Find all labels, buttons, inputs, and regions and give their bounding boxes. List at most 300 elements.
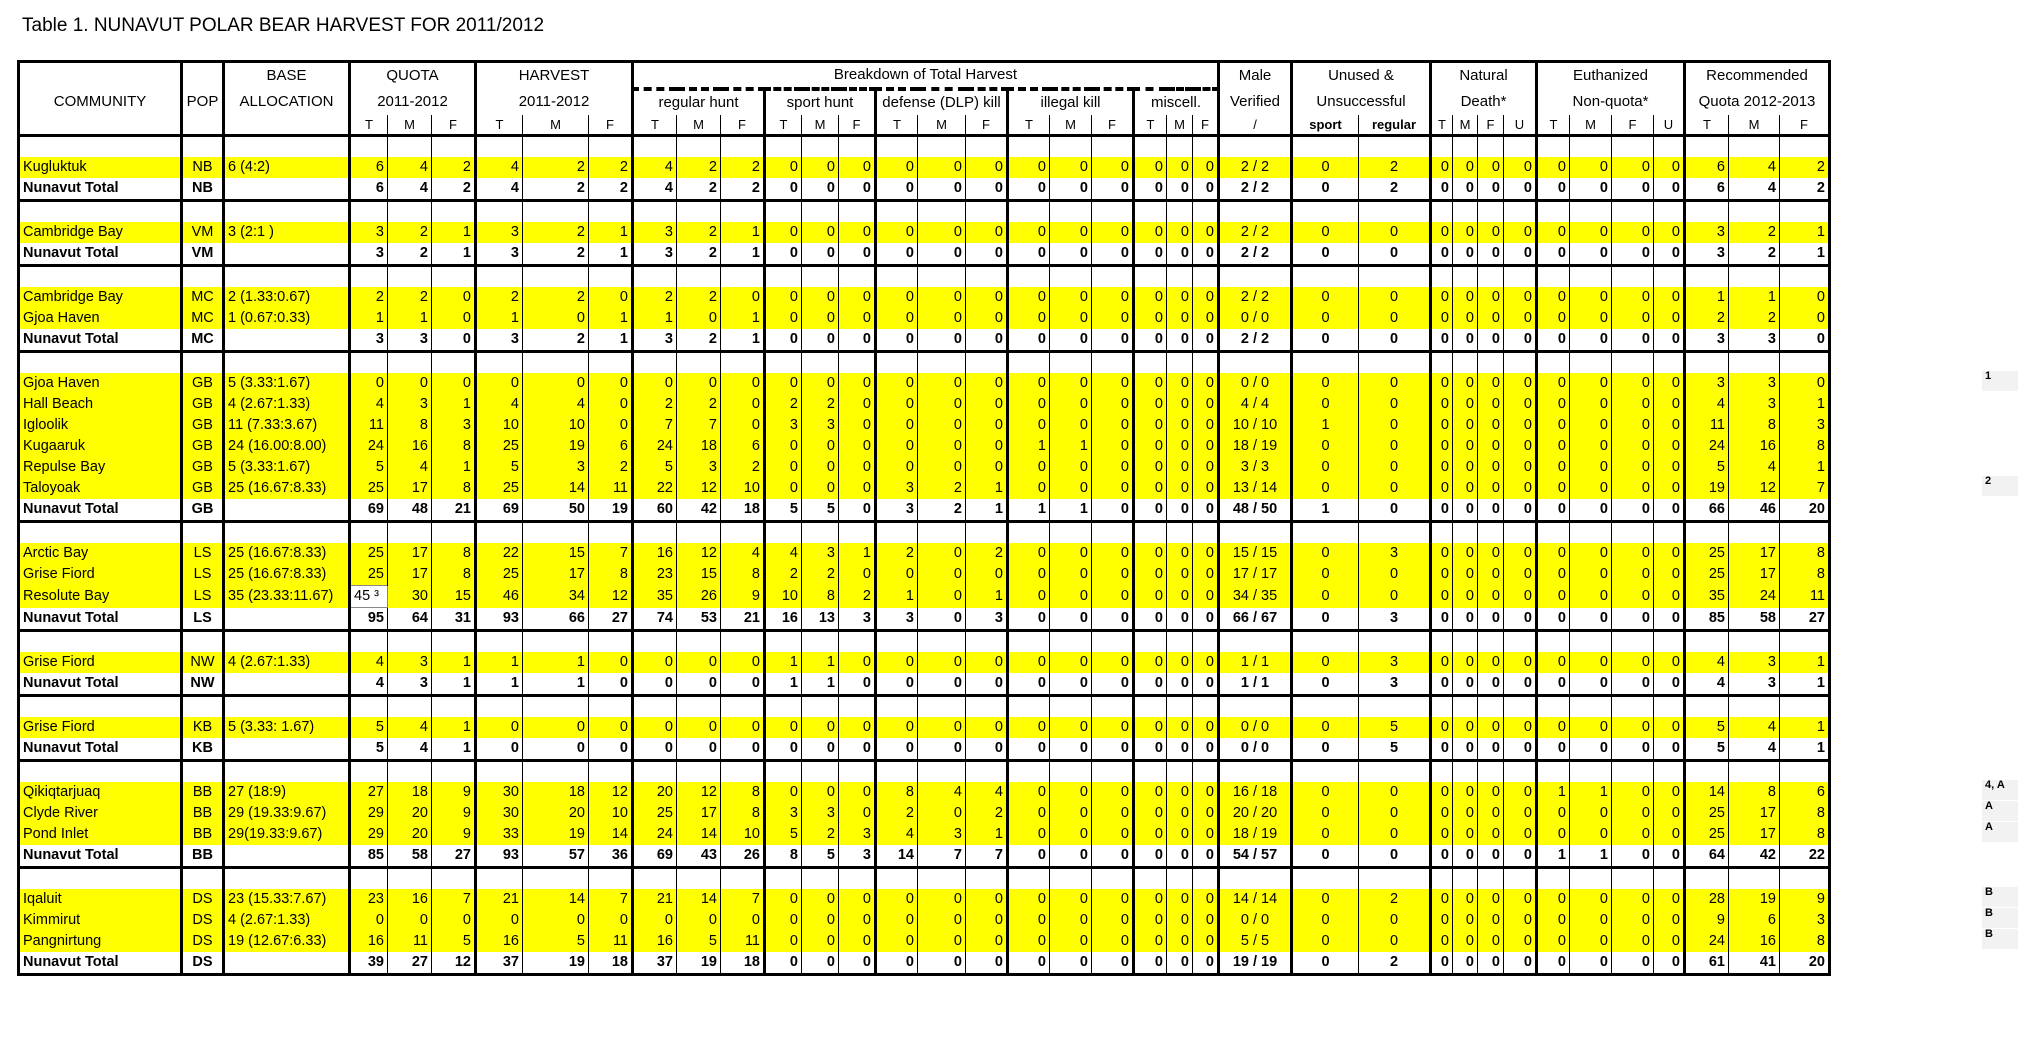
- value-cell: 0: [1570, 931, 1612, 952]
- value-cell: 4: [350, 652, 388, 673]
- value-cell: 0: [839, 564, 876, 586]
- value-cell: 0: [1008, 608, 1050, 631]
- value-cell: 0: [1134, 717, 1167, 738]
- value-cell: 48 / 50: [1219, 499, 1292, 522]
- value-cell: 1: [1780, 717, 1830, 738]
- value-cell: 0: [1167, 803, 1193, 824]
- value-cell: 19: [523, 824, 589, 845]
- value-cell: 0: [1612, 564, 1654, 586]
- table-row: [19, 308, 1830, 329]
- value-cell: 0: [1292, 738, 1359, 761]
- value-cell: 0: [1478, 243, 1504, 266]
- value-cell: 0: [876, 673, 918, 696]
- value-cell: 34 / 35: [1219, 586, 1292, 608]
- value-cell: 0: [1292, 803, 1359, 824]
- total-row: [19, 243, 1830, 266]
- value-cell: 0: [1092, 931, 1134, 952]
- value-cell: 0: [1504, 673, 1537, 696]
- value-cell: 3: [1780, 910, 1830, 931]
- community-cell: Nunavut Total: [19, 673, 182, 696]
- value-cell: 2: [633, 394, 677, 415]
- value-cell: 0: [1292, 373, 1359, 394]
- value-cell: 48: [388, 499, 432, 522]
- value-cell: 0: [1504, 499, 1537, 522]
- header-subcell: T: [1134, 115, 1167, 136]
- value-cell: 8: [876, 782, 918, 803]
- value-cell: 1 / 1: [1219, 652, 1292, 673]
- value-cell: 2: [677, 243, 721, 266]
- value-cell: 0: [1478, 931, 1504, 952]
- allocation-cell: 5 (3.33: 1.67): [224, 717, 350, 738]
- value-cell: 1: [1537, 845, 1570, 868]
- side-note: 4, A: [1985, 779, 2005, 791]
- value-cell: 0: [1292, 394, 1359, 415]
- value-cell: 0: [1431, 308, 1453, 329]
- value-cell: 11: [1685, 415, 1729, 436]
- header-cell: ALLOCATION: [224, 89, 350, 115]
- table-row: [19, 824, 1830, 845]
- value-cell: 0: [966, 436, 1008, 457]
- value-cell: 12: [677, 782, 721, 803]
- header-subcell: T: [1431, 115, 1453, 136]
- value-cell: 0: [765, 222, 802, 243]
- value-cell: 0: [1478, 717, 1504, 738]
- value-cell: 19: [677, 952, 721, 975]
- value-cell: 0: [1537, 564, 1570, 586]
- value-cell: 0: [1431, 738, 1453, 761]
- value-cell: 1: [765, 673, 802, 696]
- value-cell: 0: [876, 373, 918, 394]
- value-cell: 0: [1359, 478, 1431, 499]
- value-cell: 0: [802, 952, 839, 975]
- value-cell: 0: [1504, 608, 1537, 631]
- value-cell: 0: [765, 178, 802, 201]
- value-cell: 0: [1167, 157, 1193, 178]
- value-cell: 0: [1134, 457, 1167, 478]
- value-cell: 9: [432, 803, 476, 824]
- value-cell: 0: [1478, 478, 1504, 499]
- value-cell: 4: [350, 394, 388, 415]
- value-cell: 0: [1537, 952, 1570, 975]
- value-cell: 0: [1478, 803, 1504, 824]
- header-cell: Euthanized: [1537, 62, 1685, 90]
- value-cell: 0: [1050, 543, 1092, 564]
- value-cell: 0: [589, 910, 633, 931]
- value-cell: 0: [1167, 436, 1193, 457]
- value-cell: 0: [1478, 287, 1504, 308]
- value-cell: 0: [1431, 608, 1453, 631]
- value-cell: 3: [350, 222, 388, 243]
- value-cell: 57: [523, 845, 589, 868]
- value-cell: 0: [350, 910, 388, 931]
- value-cell: 0 / 0: [1219, 738, 1292, 761]
- value-cell: 2: [765, 564, 802, 586]
- value-cell: 0: [1134, 608, 1167, 631]
- pop-cell: GB: [182, 499, 224, 522]
- value-cell: 0: [802, 910, 839, 931]
- spacer-row: [19, 352, 1830, 374]
- value-cell: 0: [1570, 910, 1612, 931]
- value-cell: 41: [1729, 952, 1780, 975]
- value-cell: 10: [589, 803, 633, 824]
- community-cell: Nunavut Total: [19, 329, 182, 352]
- value-cell: 43: [677, 845, 721, 868]
- value-cell: 0: [918, 308, 966, 329]
- value-cell: 0: [1654, 243, 1685, 266]
- value-cell: 46: [1729, 499, 1780, 522]
- value-cell: 5: [476, 457, 523, 478]
- community-cell: Taloyoak: [19, 478, 182, 499]
- value-cell: 18 / 19: [1219, 436, 1292, 457]
- value-cell: 2 / 2: [1219, 243, 1292, 266]
- value-cell: 0: [1453, 287, 1478, 308]
- value-cell: 7: [589, 889, 633, 910]
- value-cell: 7: [589, 543, 633, 564]
- header-subcell: T: [765, 115, 802, 136]
- value-cell: 0: [1167, 222, 1193, 243]
- header-blank: [224, 115, 350, 136]
- value-cell: 1: [476, 308, 523, 329]
- value-cell: 0: [918, 436, 966, 457]
- value-cell: 0: [1478, 157, 1504, 178]
- value-cell: 0: [1167, 478, 1193, 499]
- community-cell: Pond Inlet: [19, 824, 182, 845]
- header-subcell: U: [1654, 115, 1685, 136]
- value-cell: 0: [1453, 564, 1478, 586]
- value-cell: 0: [1654, 287, 1685, 308]
- table-row: [19, 543, 1830, 564]
- value-cell: 1: [1780, 652, 1830, 673]
- value-cell: 0: [1537, 803, 1570, 824]
- value-cell: 0: [1008, 782, 1050, 803]
- value-cell: 0: [1092, 889, 1134, 910]
- value-cell: 0: [876, 738, 918, 761]
- value-cell: 0: [1167, 415, 1193, 436]
- value-cell: 2: [918, 478, 966, 499]
- value-cell: 0: [1654, 803, 1685, 824]
- allocation-cell: 5 (3.33:1.67): [224, 373, 350, 394]
- side-note: B: [1985, 928, 1993, 940]
- value-cell: 0: [1654, 738, 1685, 761]
- value-cell: 0: [1359, 457, 1431, 478]
- value-cell: 3: [839, 824, 876, 845]
- value-cell: 0: [1092, 394, 1134, 415]
- value-cell: 0: [918, 222, 966, 243]
- value-cell: 93: [476, 845, 523, 868]
- value-cell: 0: [1478, 564, 1504, 586]
- value-cell: 1: [1780, 222, 1830, 243]
- value-cell: 0: [765, 738, 802, 761]
- community-cell: Cambridge Bay: [19, 287, 182, 308]
- value-cell: 0: [432, 329, 476, 352]
- value-cell: 0: [523, 738, 589, 761]
- value-cell: 0: [966, 889, 1008, 910]
- value-cell: 2: [523, 243, 589, 266]
- pop-cell: NW: [182, 673, 224, 696]
- value-cell: 0: [1008, 415, 1050, 436]
- value-cell: 8: [388, 415, 432, 436]
- value-cell: 0: [1167, 394, 1193, 415]
- value-cell: 0: [1537, 910, 1570, 931]
- value-cell: 0: [876, 910, 918, 931]
- value-cell: 0: [1612, 543, 1654, 564]
- value-cell: 16: [476, 931, 523, 952]
- value-cell: 0: [1478, 952, 1504, 975]
- value-cell: 36: [589, 845, 633, 868]
- value-cell: 3: [966, 608, 1008, 631]
- value-cell: 0: [1453, 889, 1478, 910]
- value-cell: 0: [1292, 910, 1359, 931]
- value-cell: 0: [1612, 738, 1654, 761]
- value-cell: 0: [1008, 910, 1050, 931]
- community-cell: Nunavut Total: [19, 499, 182, 522]
- total-row: [19, 845, 1830, 868]
- value-cell: 0: [1134, 436, 1167, 457]
- value-cell: 1: [765, 652, 802, 673]
- value-cell: 0: [1537, 717, 1570, 738]
- value-cell: 0: [1193, 910, 1219, 931]
- value-cell: 0: [1537, 499, 1570, 522]
- value-cell: 0: [589, 394, 633, 415]
- value-cell: 0: [1167, 824, 1193, 845]
- value-cell: 0: [918, 415, 966, 436]
- value-cell: 0: [1504, 824, 1537, 845]
- value-cell: 0: [1092, 373, 1134, 394]
- value-cell: 25: [1685, 824, 1729, 845]
- value-cell: 3: [1685, 373, 1729, 394]
- value-cell: 5: [350, 457, 388, 478]
- value-cell: 2 / 2: [1219, 329, 1292, 352]
- value-cell: 1: [432, 222, 476, 243]
- value-cell: 0: [1570, 652, 1612, 673]
- value-cell: 0: [802, 308, 839, 329]
- value-cell: 0: [476, 910, 523, 931]
- value-cell: 25: [476, 478, 523, 499]
- value-cell: 0: [1292, 329, 1359, 352]
- value-cell: 0: [1537, 824, 1570, 845]
- value-cell: 25: [476, 436, 523, 457]
- value-cell: 0: [1092, 673, 1134, 696]
- allocation-cell: 11 (7.33:3.67): [224, 415, 350, 436]
- community-cell: Resolute Bay: [19, 586, 182, 608]
- value-cell: 0: [1193, 608, 1219, 631]
- allocation-cell: [224, 952, 350, 975]
- allocation-cell: [224, 738, 350, 761]
- value-cell: 1: [432, 457, 476, 478]
- value-cell: 0: [633, 673, 677, 696]
- value-cell: 0: [1453, 824, 1478, 845]
- header-subcell: M: [388, 115, 432, 136]
- value-cell: 0: [1478, 222, 1504, 243]
- value-cell: 64: [388, 608, 432, 631]
- value-cell: 0: [589, 738, 633, 761]
- value-cell: 0: [876, 287, 918, 308]
- value-cell: 0: [1654, 394, 1685, 415]
- value-cell: 0: [476, 373, 523, 394]
- value-cell: 16: [388, 436, 432, 457]
- value-cell: 0: [677, 308, 721, 329]
- value-cell: 2: [589, 157, 633, 178]
- value-cell: 8: [765, 845, 802, 868]
- value-cell: 0: [1654, 782, 1685, 803]
- value-cell: 8: [1729, 782, 1780, 803]
- table-row: [19, 287, 1830, 308]
- value-cell: 15: [677, 564, 721, 586]
- header-subcell: M: [802, 115, 839, 136]
- community-cell: Kimmirut: [19, 910, 182, 931]
- value-cell: 0: [1092, 287, 1134, 308]
- value-cell: 3: [802, 415, 839, 436]
- value-cell: 0: [1612, 478, 1654, 499]
- value-cell: 0: [523, 373, 589, 394]
- pop-cell: VM: [182, 222, 224, 243]
- value-cell: 0: [350, 373, 388, 394]
- value-cell: 0: [966, 415, 1008, 436]
- value-cell: 69: [350, 499, 388, 522]
- value-cell: 0: [388, 373, 432, 394]
- value-cell: 0: [1193, 652, 1219, 673]
- value-cell: 0: [1453, 373, 1478, 394]
- header-subcell: M: [1167, 115, 1193, 136]
- value-cell: 0: [1431, 373, 1453, 394]
- table-row: [19, 931, 1830, 952]
- value-cell: 0: [1537, 608, 1570, 631]
- value-cell: 0: [1537, 436, 1570, 457]
- value-cell: 0: [1780, 373, 1830, 394]
- value-cell: 1: [432, 673, 476, 696]
- value-cell: 12: [589, 586, 633, 608]
- header-subcell: M: [918, 115, 966, 136]
- value-cell: 0: [1292, 673, 1359, 696]
- value-cell: 4: [388, 178, 432, 201]
- value-cell: 0: [1134, 931, 1167, 952]
- header-subcell: F: [1092, 115, 1134, 136]
- value-cell: 3: [1685, 222, 1729, 243]
- header-cell: 2011-2012: [350, 89, 476, 115]
- value-cell: 0: [1453, 308, 1478, 329]
- value-cell: 21: [476, 889, 523, 910]
- value-cell: 0: [966, 243, 1008, 266]
- side-note: B: [1985, 907, 1993, 919]
- value-cell: 0: [633, 910, 677, 931]
- value-cell: 0: [1193, 499, 1219, 522]
- table-row: [19, 889, 1830, 910]
- pop-cell: LS: [182, 586, 224, 608]
- value-cell: 0: [1570, 952, 1612, 975]
- value-cell: 25: [1685, 803, 1729, 824]
- value-cell: 0: [1050, 243, 1092, 266]
- value-cell: 50: [523, 499, 589, 522]
- value-cell: 0: [1504, 394, 1537, 415]
- value-cell: 2: [677, 222, 721, 243]
- value-cell: 0: [876, 415, 918, 436]
- value-cell: 0: [1654, 673, 1685, 696]
- value-cell: 0: [1612, 952, 1654, 975]
- value-cell: 0: [1453, 329, 1478, 352]
- value-cell: 2: [350, 287, 388, 308]
- value-cell: 4: [523, 394, 589, 415]
- value-cell: 7: [633, 415, 677, 436]
- header-cell: Quota 2012-2013: [1685, 89, 1830, 115]
- side-note: A: [1985, 821, 1993, 833]
- value-cell: 0: [1167, 287, 1193, 308]
- value-cell: 35: [633, 586, 677, 608]
- value-cell: 7: [966, 845, 1008, 868]
- value-cell: 0: [839, 222, 876, 243]
- value-cell: 25: [350, 564, 388, 586]
- value-cell: 0: [918, 910, 966, 931]
- value-cell: 0: [1292, 222, 1359, 243]
- value-cell: 25: [1685, 564, 1729, 586]
- value-cell: 0: [802, 157, 839, 178]
- value-cell: 0: [1478, 910, 1504, 931]
- value-cell: 0: [1612, 157, 1654, 178]
- value-cell: 2: [388, 222, 432, 243]
- value-cell: 0: [1008, 457, 1050, 478]
- value-cell: 1: [839, 543, 876, 564]
- value-cell: 0: [1092, 308, 1134, 329]
- value-cell: 0: [765, 782, 802, 803]
- value-cell: 7: [677, 415, 721, 436]
- value-cell: 0: [1453, 910, 1478, 931]
- pop-cell: GB: [182, 478, 224, 499]
- value-cell: 64: [1685, 845, 1729, 868]
- value-cell: 0: [918, 457, 966, 478]
- pop-cell: BB: [182, 782, 224, 803]
- value-cell: 0: [1359, 824, 1431, 845]
- value-cell: 0: [839, 717, 876, 738]
- value-cell: 1: [476, 652, 523, 673]
- header-subcell: sport: [1292, 115, 1359, 136]
- value-cell: 25: [476, 564, 523, 586]
- allocation-cell: 24 (16.00:8.00): [224, 436, 350, 457]
- value-cell: 3: [802, 803, 839, 824]
- value-cell: 0: [839, 952, 876, 975]
- value-cell: 5: [523, 931, 589, 952]
- value-cell: 0: [1092, 910, 1134, 931]
- value-cell: 0: [1504, 329, 1537, 352]
- value-cell: 17: [1729, 543, 1780, 564]
- header-subcell: T: [876, 115, 918, 136]
- allocation-cell: [224, 608, 350, 631]
- value-cell: 2: [1359, 889, 1431, 910]
- value-cell: 0: [1050, 457, 1092, 478]
- value-cell: 10: [765, 586, 802, 608]
- value-cell: 0: [1008, 287, 1050, 308]
- value-cell: 0: [1453, 586, 1478, 608]
- value-cell: 3: [918, 824, 966, 845]
- value-cell: 13 / 14: [1219, 478, 1292, 499]
- value-cell: 0: [1193, 782, 1219, 803]
- value-cell: 0: [802, 373, 839, 394]
- value-cell: 0: [1570, 543, 1612, 564]
- value-cell: 0: [1167, 652, 1193, 673]
- value-cell: 0: [918, 178, 966, 201]
- value-cell: 0: [1292, 287, 1359, 308]
- value-cell: 0: [1612, 586, 1654, 608]
- value-cell: 2: [677, 178, 721, 201]
- value-cell: 0: [1167, 499, 1193, 522]
- value-cell: 0: [765, 952, 802, 975]
- value-cell: 0: [918, 952, 966, 975]
- value-cell: 21: [721, 608, 765, 631]
- value-cell: 5: [765, 499, 802, 522]
- value-cell: 14: [523, 478, 589, 499]
- value-cell: 0: [839, 803, 876, 824]
- value-cell: 8: [589, 564, 633, 586]
- value-cell: 18: [523, 782, 589, 803]
- header-cell: Natural: [1431, 62, 1537, 90]
